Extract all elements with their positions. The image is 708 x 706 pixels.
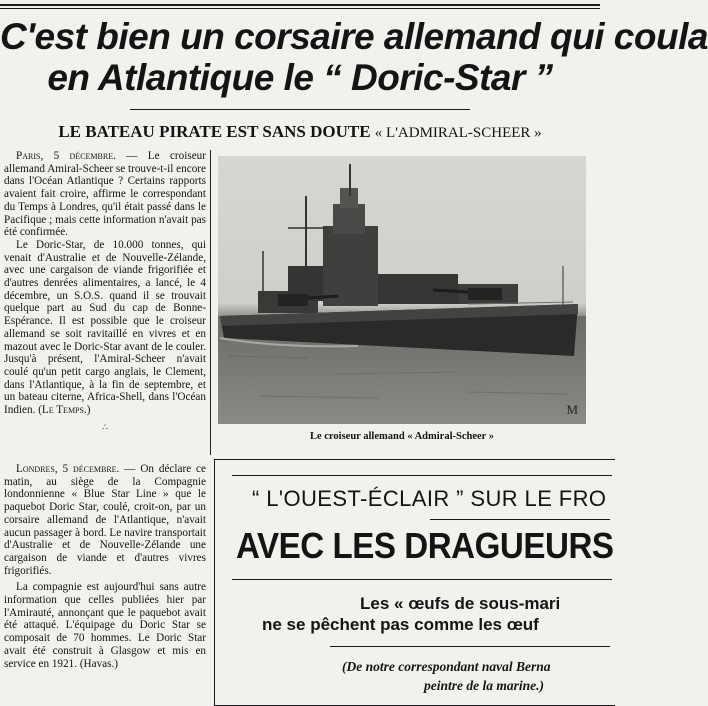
- box-credit-1: (De notre correspondant naval Berna: [342, 659, 551, 674]
- article-paris-text2: Le Doric-Star, de 10.000 tonnes, qui venait d'Australie et de Nouvelle-Zélande, avec une cargaison de viande frigorifiée et d'autres denrées alimentaires, a lancé, le 4 décembre, un S.O.S. quand il se trouvait quelque part au Sud du cap de Bonne-Espérance. Il est possible que le croiseur allemand se soit ravitaillé en vivres et en mazout avec le Doric-Star avant de le couler. Jusqu'à présent, l'Amiral-Scheer n'avait coulé qu'un petit cargo anglais, le Clement, dans l'Atlantique, à la fin de septembre, et un bateau citerne, Africa-Shell, dans l'Océan Indien.: [4, 238, 206, 417]
- subheadline: [0, 122, 600, 142]
- top-rule-thin: [0, 8, 600, 9]
- box-credit-2: peintre de la marine.): [424, 678, 544, 693]
- article-londres-para2: [4, 581, 206, 670]
- subheadline-quoted: « L'ADMIRAL-SCHEER »: [374, 125, 542, 141]
- article-paris-para2: [4, 239, 206, 417]
- box-kicker: “ L'OUEST-ÉCLAIR ” SUR LE FRO: [252, 486, 607, 511]
- box-subtitle-1: Les « œufs de sous-mari: [360, 594, 561, 613]
- article-londres-text1: — On déclare ce matin, au siège de la Compagnie londonnienne « Blue Star Line » que le paquebot Doric Star, coulé, croit-on, par un corsaire allemand de l'Atlantique, n'avait aucun passager à bord. Le navire transportait d'Australie et de Nouvelle-Zélande une cargaison de viande et d'autres vivres frigorifiés.: [4, 463, 206, 577]
- box-title: AVEC LES DRAGUEURS: [236, 525, 614, 566]
- article-paris-para1: [4, 150, 206, 239]
- article-londres-source: (Havas.): [77, 657, 119, 670]
- article-londres-text2: La compagnie est aujourd'hui sans autre information que celles publiées hier par l'Amirauté, annonçant que le paquebot avait été attaqué. L'équipage du Doric Star se composait de 70 hommes. Le Doric Star avait été construit à Glasgow et mis en service en 1921.: [4, 581, 206, 670]
- article-paris: [4, 150, 206, 434]
- article-paris-dateline: Paris, 5 décembre.: [16, 150, 116, 162]
- headline-line-1: C'est bien un corsaire allemand qui coula: [0, 16, 708, 57]
- article-londres: [4, 463, 206, 670]
- article-paris-text1: — Le croiseur allemand Amiral-Scheer se trouve-t-il encore dans l'Océan Atlantique ? Certains rapports avaient fait croire, affirme le correspondant du Temps à Londres, qu'il était passé dans le Pacifique ; mais cette information n'avait pas été confirmée.: [4, 150, 206, 239]
- headline-underline: [130, 109, 470, 110]
- subheadline-text: LE BATEAU PIRATE EST SANS DOUTE: [58, 122, 371, 141]
- headline-line-2: en Atlantique le “ Doric-Star ”: [47, 57, 553, 98]
- photo-caption: Le croiseur allemand « Admiral-Scheer »: [309, 431, 495, 442]
- box-top-rule: [232, 475, 612, 476]
- column-divider: [210, 150, 211, 455]
- article-separator: ∴: [102, 421, 108, 432]
- box-subtitle-2: ne se pêchent pas comme les œuf: [262, 615, 539, 634]
- article-londres-para1: [4, 463, 206, 577]
- ship-illustration: [218, 156, 586, 424]
- article-londres-dateline: Londres, 5 décembre.: [16, 463, 120, 475]
- photo-signature: M: [566, 402, 578, 417]
- cruiser-photo: [218, 156, 586, 424]
- box-kicker-rule: [430, 519, 610, 520]
- box-sub-rule: [330, 646, 610, 647]
- box-title-rule: [232, 579, 612, 580]
- top-rule: [0, 4, 600, 6]
- article-paris-source: (Le Temps.): [35, 404, 91, 417]
